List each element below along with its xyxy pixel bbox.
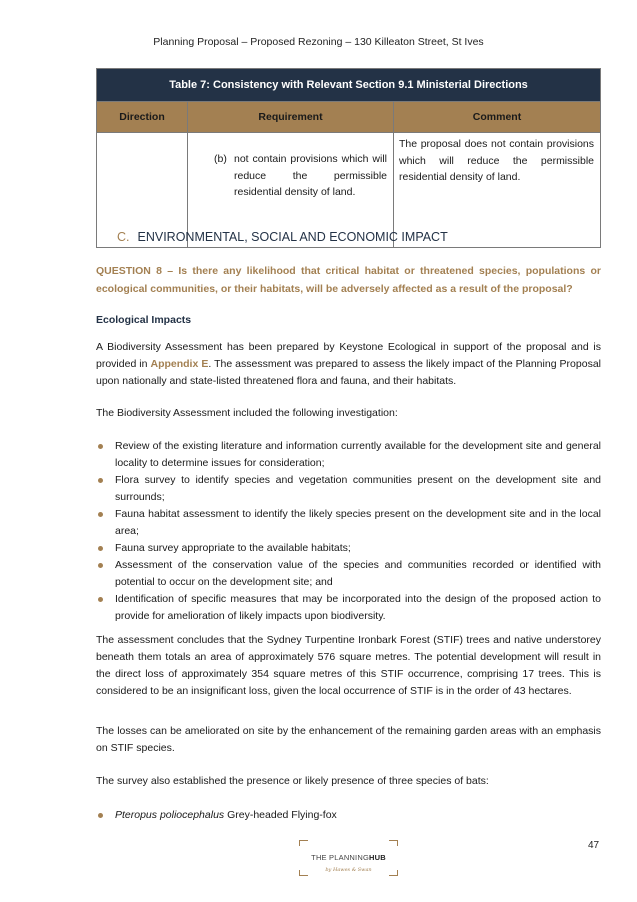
question-heading: QUESTION 8 – Is there any likelihood that critical habitat or threatened species, populations or ecological communities, or their habitats, will be adversely affected as a result of the proposal?: [96, 265, 601, 295]
list-item-text: Fauna survey appropriate to the available habitats;: [115, 542, 351, 554]
bullet-dot-icon: [98, 478, 103, 483]
bullet-dot-icon: [98, 597, 103, 602]
comment-cell: The proposal does not contain provisions which will reduce the permissible residential density of land.: [394, 133, 601, 248]
paragraph-investigation-intro: The Biodiversity Assessment included the following investigation:: [96, 407, 398, 419]
ministerial-directions-table: [96, 68, 601, 248]
bullet-dot-icon: [98, 813, 103, 818]
bullet-dot-icon: [98, 563, 103, 568]
para1-text-end: . The assessment was prepared to assess the likely impact of the Planning Proposal upon nationally and state-listed threatened flora and fauna, and their habitats.: [96, 358, 601, 387]
section-title: ENVIRONMENTAL, SOCIAL AND ECONOMIC IMPACT: [137, 230, 448, 244]
bullet-dot-icon: [98, 546, 103, 551]
requirement-label: (b): [214, 153, 227, 165]
species-scientific-name: Pteropus poliocephalus: [115, 809, 225, 821]
column-header-comment: Comment: [394, 102, 601, 133]
para1-text-start: A Biodiversity Assessment has been prepared by Keystone Ecological in support of the proposal and is provided in: [96, 341, 601, 370]
list-item: [96, 438, 601, 472]
bat-species-list: [96, 807, 601, 824]
list-item-text: Assessment of the conservation value of the species and communities recorded or identified with potential to occur on the development site; and: [115, 559, 601, 588]
logo-bold: HUB: [368, 853, 386, 862]
list-item: [96, 540, 601, 557]
section-heading: [117, 230, 448, 244]
paragraph-bats-intro: The survey also established the presence or likely presence of three species of bats:: [96, 775, 489, 787]
planning-hub-logo: [299, 840, 398, 876]
appendix-e-reference: Appendix E: [150, 358, 209, 370]
paragraph-assessment-conclusion: The assessment concludes that the Sydney Turpentine Ironbark Forest (STIF) trees and native understorey beneath them totals an area of approximately 576 square metres. The potential development will result in the direct loss of approximately 354 square metres of this STIF occurrence, comprising 17 trees. This is considered to be an insignificant loss, given the local occurrence of STIF is in the order of 43 hectares.: [96, 634, 601, 697]
section-letter: C.: [117, 230, 130, 244]
species-common-name: Grey-headed Flying-fox: [227, 809, 337, 821]
list-item: [96, 557, 601, 591]
column-header-direction: Direction: [97, 102, 188, 133]
investigation-list: [96, 438, 601, 625]
bullet-dot-icon: [98, 444, 103, 449]
paragraph-losses-ameliorated: The losses can be ameliorated on site by the enhancement of the remaining garden areas with an emphasis on STIF species.: [96, 725, 601, 754]
bullet-dot-icon: [98, 512, 103, 517]
list-item: [96, 506, 601, 540]
logo-tagline: by Hawes & Swan: [325, 867, 372, 873]
list-item: [96, 591, 601, 625]
requirement-text: not contain provisions which will reduce the permissible residential density of land.: [234, 153, 387, 198]
list-item: [96, 807, 601, 824]
list-item-text: Flora survey to identify species and vegetation communities present on the development site and surrounds;: [115, 474, 601, 503]
list-item-text: Identification of specific measures that may be incorporated into the design of the proposed action to provide for amelioration of likely impacts upon biodiversity.: [115, 593, 601, 622]
list-item: [96, 472, 601, 506]
column-header-requirement: Requirement: [188, 102, 394, 133]
subheading-ecological-impacts: Ecological Impacts: [96, 314, 192, 326]
list-item-text: Fauna habitat assessment to identify the likely species present on the development site and in the local area;: [115, 508, 601, 537]
logo-wordmark: [299, 853, 398, 862]
list-item-text: Review of the existing literature and information currently available for the development site and general locality to determine issues for consideration;: [115, 440, 601, 469]
table-caption: Table 7: Consistency with Relevant Section 9.1 Ministerial Directions: [97, 69, 601, 102]
logo-prefix: THE PLANNING: [311, 853, 369, 862]
page-number: 47: [588, 840, 600, 851]
page-header: Planning Proposal – Proposed Rezoning – 130 Killeaton Street, St Ives: [153, 36, 484, 48]
paragraph-biodiversity-assessment: [96, 339, 601, 390]
